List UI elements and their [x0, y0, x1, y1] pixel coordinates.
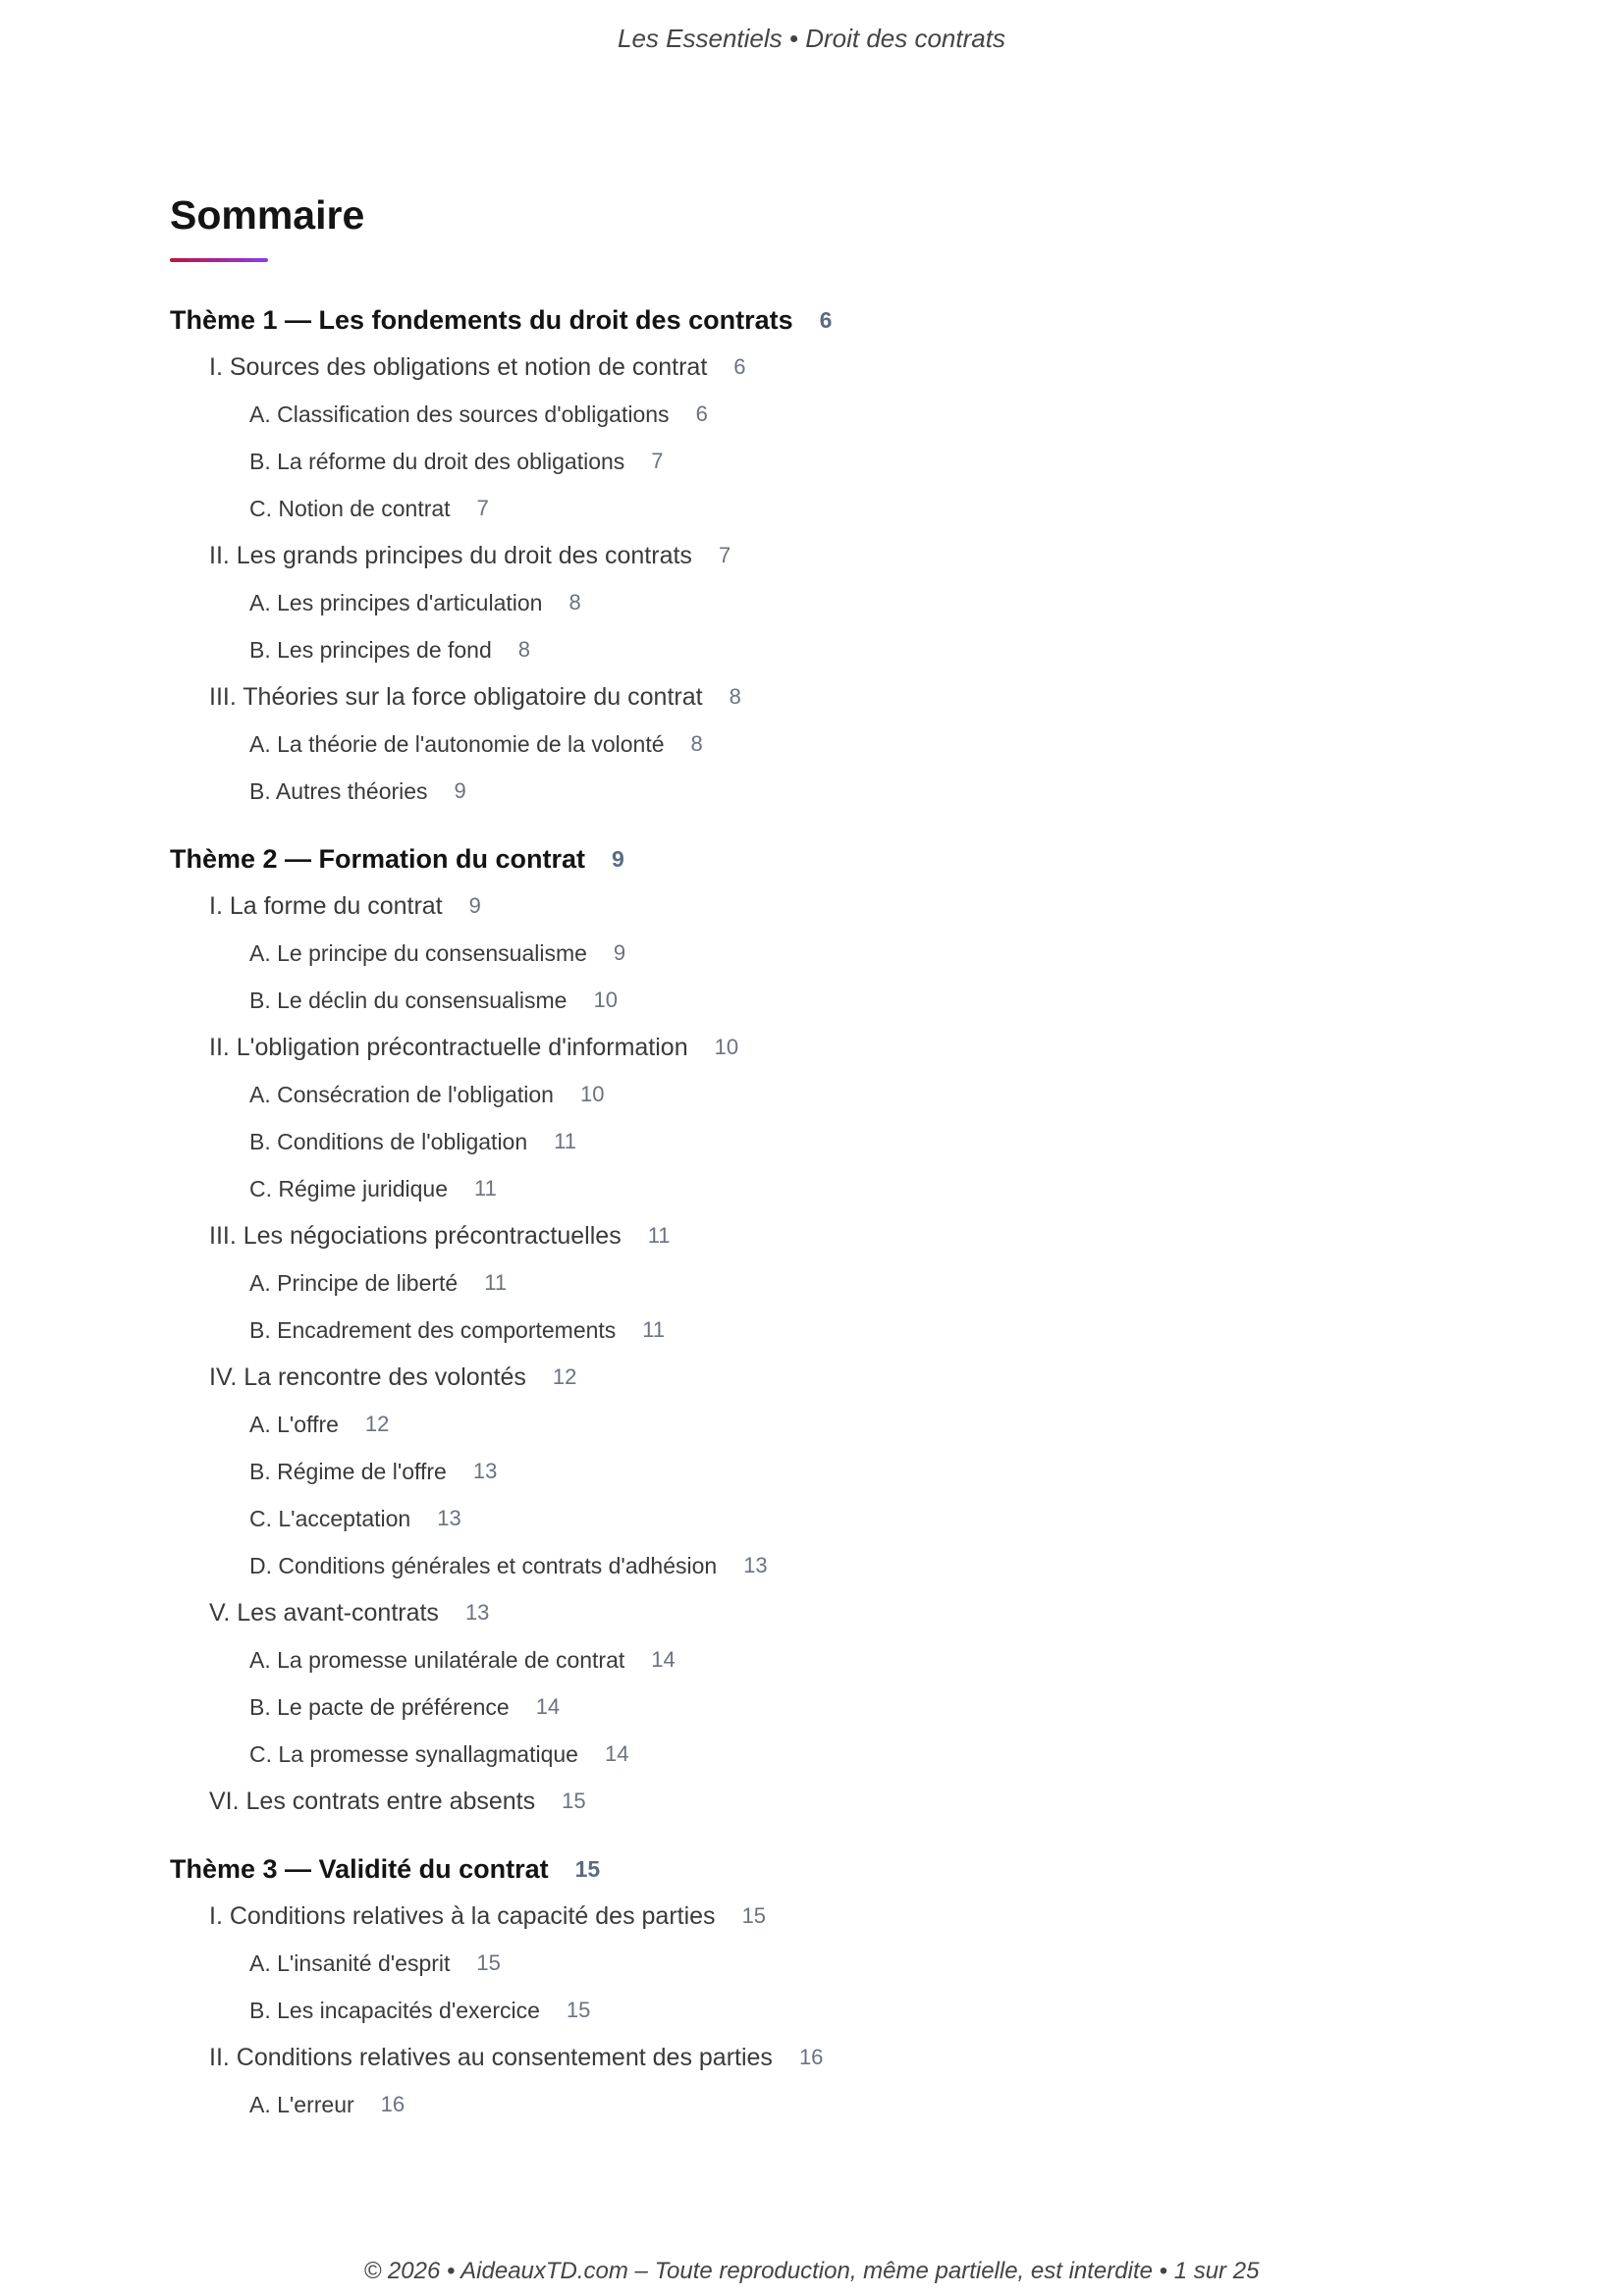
toc-section[interactable]: [170, 532, 1446, 579]
toc-entry-label: A. L'insanité d'esprit: [249, 1949, 451, 1976]
toc-page-number: 9: [468, 893, 481, 918]
toc-entry-label: B. Encadrement des comportements: [249, 1316, 617, 1343]
toc-entry-label: III. Théories sur la force obligatoire du contrat: [209, 682, 703, 711]
toc-entry-label: A. L'erreur: [249, 2091, 354, 2117]
toc-page-number: 16: [798, 2045, 824, 2069]
page-title: Sommaire: [170, 192, 365, 238]
toc-entry-label: A. La promesse unilatérale de contrat: [249, 1646, 625, 1673]
toc-entry-label: A. Les principes d'articulation: [249, 589, 543, 615]
toc-subsection[interactable]: [170, 626, 1446, 673]
toc-subsection[interactable]: [170, 721, 1446, 768]
toc-subsection[interactable]: [170, 1071, 1446, 1118]
toc-page-number: 14: [651, 1647, 676, 1672]
toc-subsection[interactable]: [170, 485, 1446, 532]
toc-subsection[interactable]: [170, 1495, 1446, 1542]
toc-page-number: 9: [454, 778, 466, 803]
toc-subsection[interactable]: [170, 1636, 1446, 1683]
toc-subsection[interactable]: [170, 930, 1446, 977]
toc-subsection[interactable]: [170, 438, 1446, 485]
toc-entry-label: VI. Les contrats entre absents: [209, 1787, 536, 1815]
toc-subsection[interactable]: [170, 1165, 1446, 1212]
toc-page-number: 15: [476, 1950, 501, 1975]
toc-subsection[interactable]: [170, 579, 1446, 626]
toc-section[interactable]: [170, 1212, 1446, 1259]
toc-subsection[interactable]: [170, 1118, 1446, 1165]
toc-entry-label: B. Régime de l'offre: [249, 1458, 447, 1484]
toc-entry-label: C. Régime juridique: [249, 1175, 448, 1201]
toc-page-number: 13: [437, 1506, 461, 1530]
toc-entry-label: III. Les négociations précontractuelles: [209, 1221, 622, 1250]
toc-page-number: 13: [743, 1553, 768, 1577]
toc-entry-label: V. Les avant-contrats: [209, 1598, 439, 1627]
toc-entry-label: Thème 2 — Formation du contrat: [170, 843, 586, 874]
toc-page-number: 11: [642, 1317, 666, 1342]
toc-entry-label: B. Conditions de l'obligation: [249, 1128, 528, 1154]
toc-page-number: 11: [473, 1176, 497, 1201]
toc-page-number: 10: [593, 988, 618, 1012]
toc-page-number: 12: [364, 1412, 390, 1436]
toc-section[interactable]: [170, 1589, 1446, 1636]
toc-subsection[interactable]: [170, 768, 1446, 815]
toc-page-number: 7: [651, 449, 664, 473]
toc-subsection[interactable]: [170, 1307, 1446, 1354]
toc-page-number: 16: [380, 2092, 406, 2116]
toc-subsection[interactable]: [170, 1448, 1446, 1495]
toc-page-number: 11: [484, 1270, 508, 1295]
toc-entry-label: B. Le déclin du consensualisme: [249, 987, 568, 1013]
toc-entry-label: B. La réforme du droit des obligations: [249, 448, 625, 474]
toc-subsection[interactable]: [170, 1940, 1446, 1987]
toc-entry-label: C. Notion de contrat: [249, 495, 451, 521]
toc-page-number: 14: [535, 1694, 561, 1719]
toc-subsection[interactable]: [170, 1987, 1446, 2034]
toc-entry-label: II. Conditions relatives au consentement des parties: [209, 2043, 773, 2071]
toc-page-number: 8: [568, 590, 581, 614]
toc-page-number: 9: [612, 845, 624, 872]
toc-section[interactable]: [170, 673, 1446, 721]
toc-entry-label: B. Les incapacités d'exercice: [249, 1997, 540, 2023]
toc-theme[interactable]: [170, 1845, 1446, 1893]
toc-section[interactable]: [170, 1354, 1446, 1401]
toc-page-number: 14: [604, 1741, 629, 1766]
toc-page-number: 7: [718, 543, 731, 567]
toc-entry-label: A. Principe de liberté: [249, 1269, 459, 1296]
toc-subsection[interactable]: [170, 2081, 1446, 2128]
title-underline: [170, 258, 268, 262]
toc-theme[interactable]: [170, 835, 1446, 882]
toc-subsection[interactable]: [170, 1731, 1446, 1778]
toc-section[interactable]: [170, 1024, 1446, 1071]
toc-subsection[interactable]: [170, 391, 1446, 438]
toc-entry-label: A. Consécration de l'obligation: [249, 1081, 554, 1107]
toc-page-number: 13: [472, 1459, 498, 1483]
toc-entry-label: A. Classification des sources d'obligations: [249, 400, 670, 427]
toc-subsection[interactable]: [170, 1683, 1446, 1731]
toc-subsection[interactable]: [170, 1542, 1446, 1589]
toc-entry-label: I. La forme du contrat: [209, 891, 443, 920]
running-header: Les Essentiels • Droit des contrats: [618, 24, 1005, 53]
toc-entry-label: Thème 1 — Les fondements du droit des contrats: [170, 304, 793, 335]
toc-section[interactable]: [170, 1778, 1446, 1825]
toc-page-number: 15: [741, 1903, 767, 1928]
toc-section[interactable]: [170, 344, 1446, 391]
toc-entry-label: D. Conditions générales et contrats d'adhésion: [249, 1552, 718, 1578]
toc-entry-label: B. Les principes de fond: [249, 636, 492, 663]
toc-page-number: 15: [574, 1855, 601, 1882]
toc-entry-label: I. Sources des obligations et notion de contrat: [209, 352, 708, 381]
toc-entry-label: II. L'obligation précontractuelle d'information: [209, 1033, 688, 1061]
toc-entry-label: A. L'offre: [249, 1411, 339, 1437]
toc-subsection[interactable]: [170, 977, 1446, 1024]
toc-subsection[interactable]: [170, 1259, 1446, 1307]
toc-page-number: 7: [476, 496, 489, 520]
toc-theme[interactable]: [170, 296, 1446, 344]
toc-page-number: 8: [729, 684, 741, 709]
toc-page-number: 15: [562, 1789, 586, 1813]
toc-page-number: 6: [695, 401, 708, 426]
toc-entry-label: C. La promesse synallagmatique: [249, 1740, 578, 1767]
toc-page-number: 6: [733, 354, 746, 379]
toc-entry-label: B. Le pacte de préférence: [249, 1693, 510, 1720]
toc-page-number: 8: [517, 637, 531, 662]
toc-subsection[interactable]: [170, 1401, 1446, 1448]
toc-section[interactable]: [170, 1893, 1446, 1940]
toc-page-number: 6: [819, 306, 833, 333]
table-of-contents: [170, 296, 1446, 2128]
toc-entry-label: C. L'acceptation: [249, 1505, 411, 1531]
toc-entry-label: I. Conditions relatives à la capacité des parties: [209, 1901, 716, 1930]
toc-entry-label: IV. La rencontre des volontés: [209, 1362, 526, 1391]
toc-page-number: 10: [714, 1035, 739, 1059]
toc-entry-label: A. La théorie de l'autonomie de la volonté: [249, 730, 665, 757]
toc-page-number: 11: [554, 1129, 576, 1153]
toc-page-number: 8: [690, 731, 703, 756]
toc-entry-label: A. Le principe du consensualisme: [249, 939, 587, 966]
toc-page-number: 10: [579, 1082, 605, 1106]
toc-page-number: 11: [647, 1223, 671, 1248]
page-footer: © 2026 • AideauxTD.com – Toute reproduction, même partielle, est interdite • 1 sur 25: [363, 2258, 1260, 2284]
toc-page-number: 13: [464, 1600, 490, 1625]
toc-page-number: 15: [566, 1998, 591, 2022]
toc-page-number: 12: [552, 1364, 577, 1389]
toc-section[interactable]: [170, 2034, 1446, 2081]
toc-page-number: 9: [613, 940, 626, 965]
toc-section[interactable]: [170, 882, 1446, 930]
toc-entry-label: II. Les grands principes du droit des contrats: [209, 541, 692, 569]
toc-entry-label: Thème 3 — Validité du contrat: [170, 1853, 549, 1884]
toc-entry-label: B. Autres théories: [249, 777, 428, 804]
